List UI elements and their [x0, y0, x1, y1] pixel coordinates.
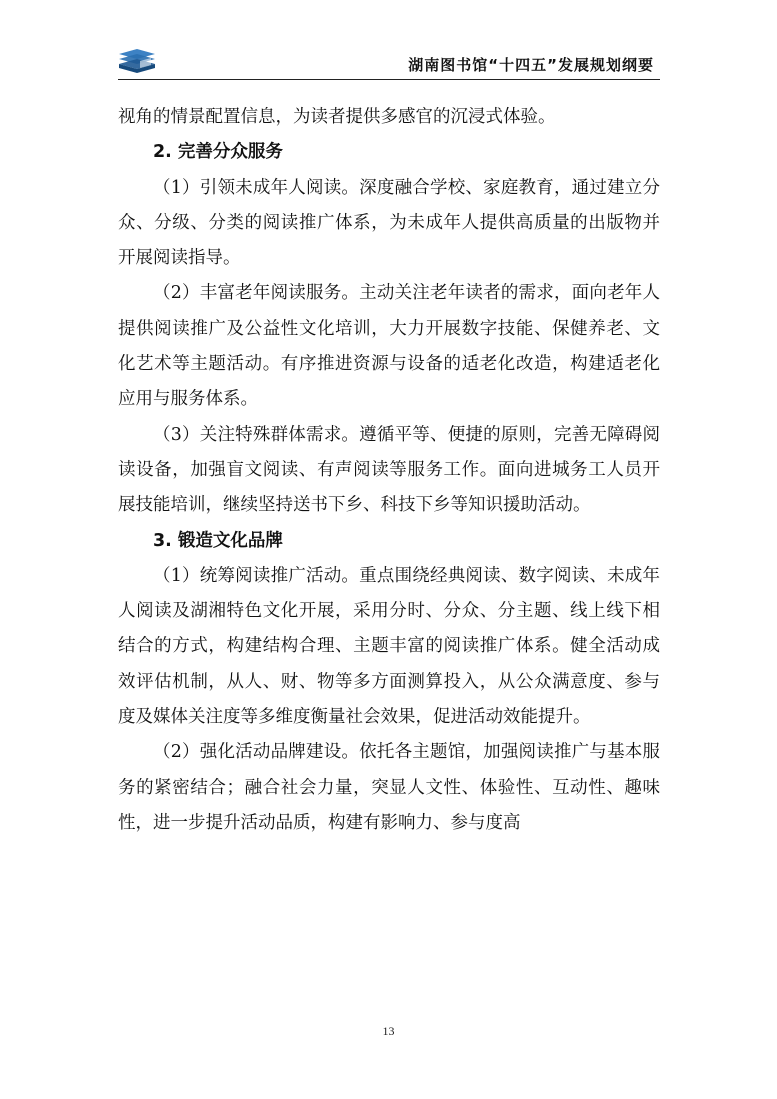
page-number: 13: [382, 1024, 395, 1038]
document-body: [118, 100, 660, 841]
header-divider: [118, 79, 660, 80]
section-heading: 2. 完善分众服务: [153, 142, 283, 163]
paragraph-continuation: 视角的情景配置信息，为读者提供多感官的沉浸式体验。: [118, 107, 556, 127]
header-title: 湖南图书馆“十四五”发展规划纲要: [408, 56, 654, 74]
library-logo-icon: [118, 48, 156, 74]
section-heading: 3. 锻造文化品牌: [153, 530, 283, 551]
paragraph: （1）引领未成年人阅读。深度融合学校、家庭教育，通过建立分众、分级、分类的阅读推广体系，为未成年人提供高质量的出版物并开展阅读指导。: [118, 177, 660, 269]
paragraph: （2）丰富老年阅读服务。主动关注老年读者的需求，面向老年人提供阅读推广及公益性文化培训，大力开展数字技能、保健养老、文化艺术等主题活动。有序推进资源与设备的适老化改造，构建适老化应用与服务体系。: [118, 283, 660, 410]
paragraph: （1）统筹阅读推广活动。重点围绕经典阅读、数字阅读、未成年人阅读及湖湘特色文化开展，采用分时、分众、分主题、线上线下相结合的方式，构建结构合理、主题丰富的阅读推广体系。健全活动成效评估机制，从人、财、物等多方面测算投入，从公众满意度、参与度及媒体关注度等多维度衡量社会效果，促进活动效能提升。: [118, 565, 660, 728]
page-header: [118, 46, 660, 80]
paragraph: （2）强化活动品牌建设。依托各主题馆，加强阅读推广与基本服务的紧密结合；融合社会力量，突显人文性、体验性、互动性、趣味性，进一步提升活动品质，构建有影响力、参与度高: [118, 742, 660, 833]
paragraph: （3）关注特殊群体需求。遵循平等、便捷的原则，完善无障碍阅读设备，加强盲文阅读、有声阅读等服务工作。面向进城务工人员开展技能培训，继续坚持送书下乡、科技下乡等知识援助活动。: [118, 424, 660, 516]
